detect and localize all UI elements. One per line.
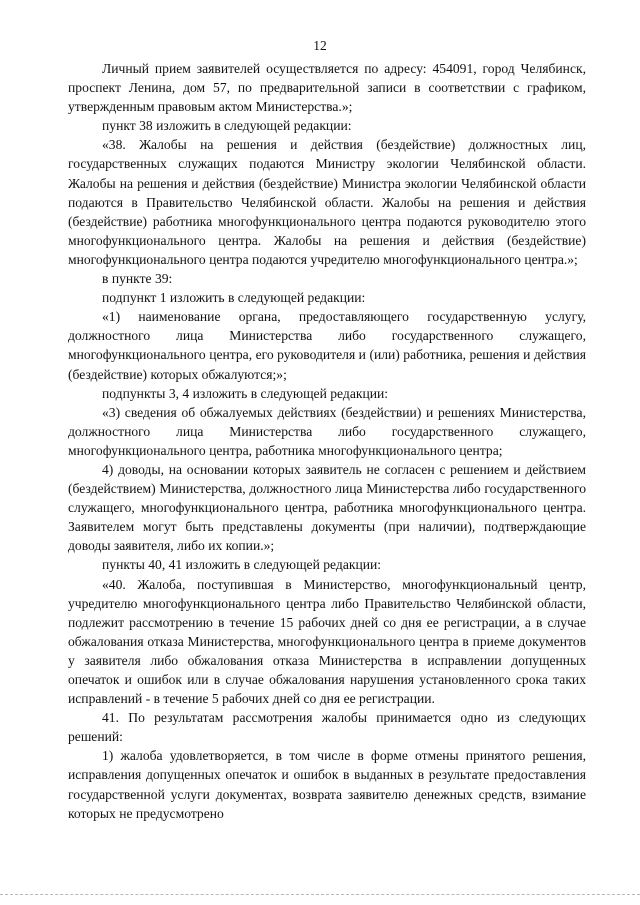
document-body bbox=[68, 59, 586, 823]
paragraph-item-39-intro: в пункте 39: bbox=[102, 271, 173, 287]
paragraph-item-38: «38. Жалобы на решения и действия (бездействие) должностных лиц, государственных служащих подаются Министру экологии Челябинской области. Жалобы на решения и действия (бездействие) Министра экологии Челябинской области подаются в Правительство Челябинской области. Жалобы на решения и действия (бездействие) работника многофункционального центра подаются руководителю этого многофункционального центра. Жалобы на решения и действия (бездействие) многофункционального центра подаются учредителю многофункционального центра.»; bbox=[68, 137, 586, 267]
paragraph-subitem-3: «3) сведения об обжалуемых действиях (бездействии) и решениях Министерства, должностного лица Министерства либо государственного служащего, многофункционального центра, работника многофункционального центра; bbox=[68, 404, 586, 458]
paragraph-subitems-3-4-intro: подпункты 3, 4 изложить в следующей редакции: bbox=[102, 385, 389, 401]
paragraph-item-40: «40. Жалоба, поступившая в Министерство, многофункциональный центр, учредителю многофункционального центра либо Правительство Челябинской области, подлежит рассмотрению в течение 15 рабочих дней со дня ее регистрации, а в случае обжалования отказа Министерства, многофункционального центра в приеме документов у заявителя либо обжалования отказа Министерства в исправлении допущенных опечаток и ошибок или в случае обжалования нарушения установленного срока таких исправлений - в течение 5 рабочих дней со дня ее регистрации. bbox=[68, 576, 586, 707]
page-number: 12 bbox=[313, 38, 327, 53]
paragraph-subitem-4: 4) доводы, на основании которых заявитель не согласен с решением и действием (бездействием) Министерства, должностного лица Министерства либо государственного служащего, многофункционального центра, работника многофункционального центра. Заявителем могут быть представлены документы (при наличии), подтверждающие доводы заявителя, либо их копии.»; bbox=[68, 461, 586, 554]
paragraph-items-40-41-intro: пункты 40, 41 изложить в следующей редакции: bbox=[102, 557, 382, 573]
paragraph-item-38-intro: пункт 38 изложить в следующей редакции: bbox=[102, 118, 352, 134]
scan-edge-divider bbox=[0, 894, 640, 895]
paragraph-item-41: 41. По результатам рассмотрения жалобы принимается одно из следующих решений: bbox=[68, 710, 586, 745]
paragraph-item-41-decision-1: 1) жалоба удовлетворяется, в том числе в форме отмены принятого решения, исправления допущенных опечаток и ошибок в выданных в результате предоставления государственной услуги документах, возврата заявителю денежных средств, взимание которых не предусмотрено bbox=[68, 748, 586, 821]
paragraph-subitem-1: «1) наименование органа, предоставляющего государственную услугу, должностного лица Министерства либо государственного служащего, многофункционального центра, его руководителя и (или) работника, решения и действия (бездействие) которых обжалуются;»; bbox=[68, 309, 586, 382]
paragraph-reception-address: Личный прием заявителей осуществляется по адресу: 454091, город Челябинск, проспект Ленина, дом 57, по предварительной записи в соответствии с графиком, утвержденным правовым актом Министерства.»; bbox=[68, 61, 586, 115]
paragraph-subitem-1-intro: подпункт 1 изложить в следующей редакции: bbox=[102, 290, 366, 306]
